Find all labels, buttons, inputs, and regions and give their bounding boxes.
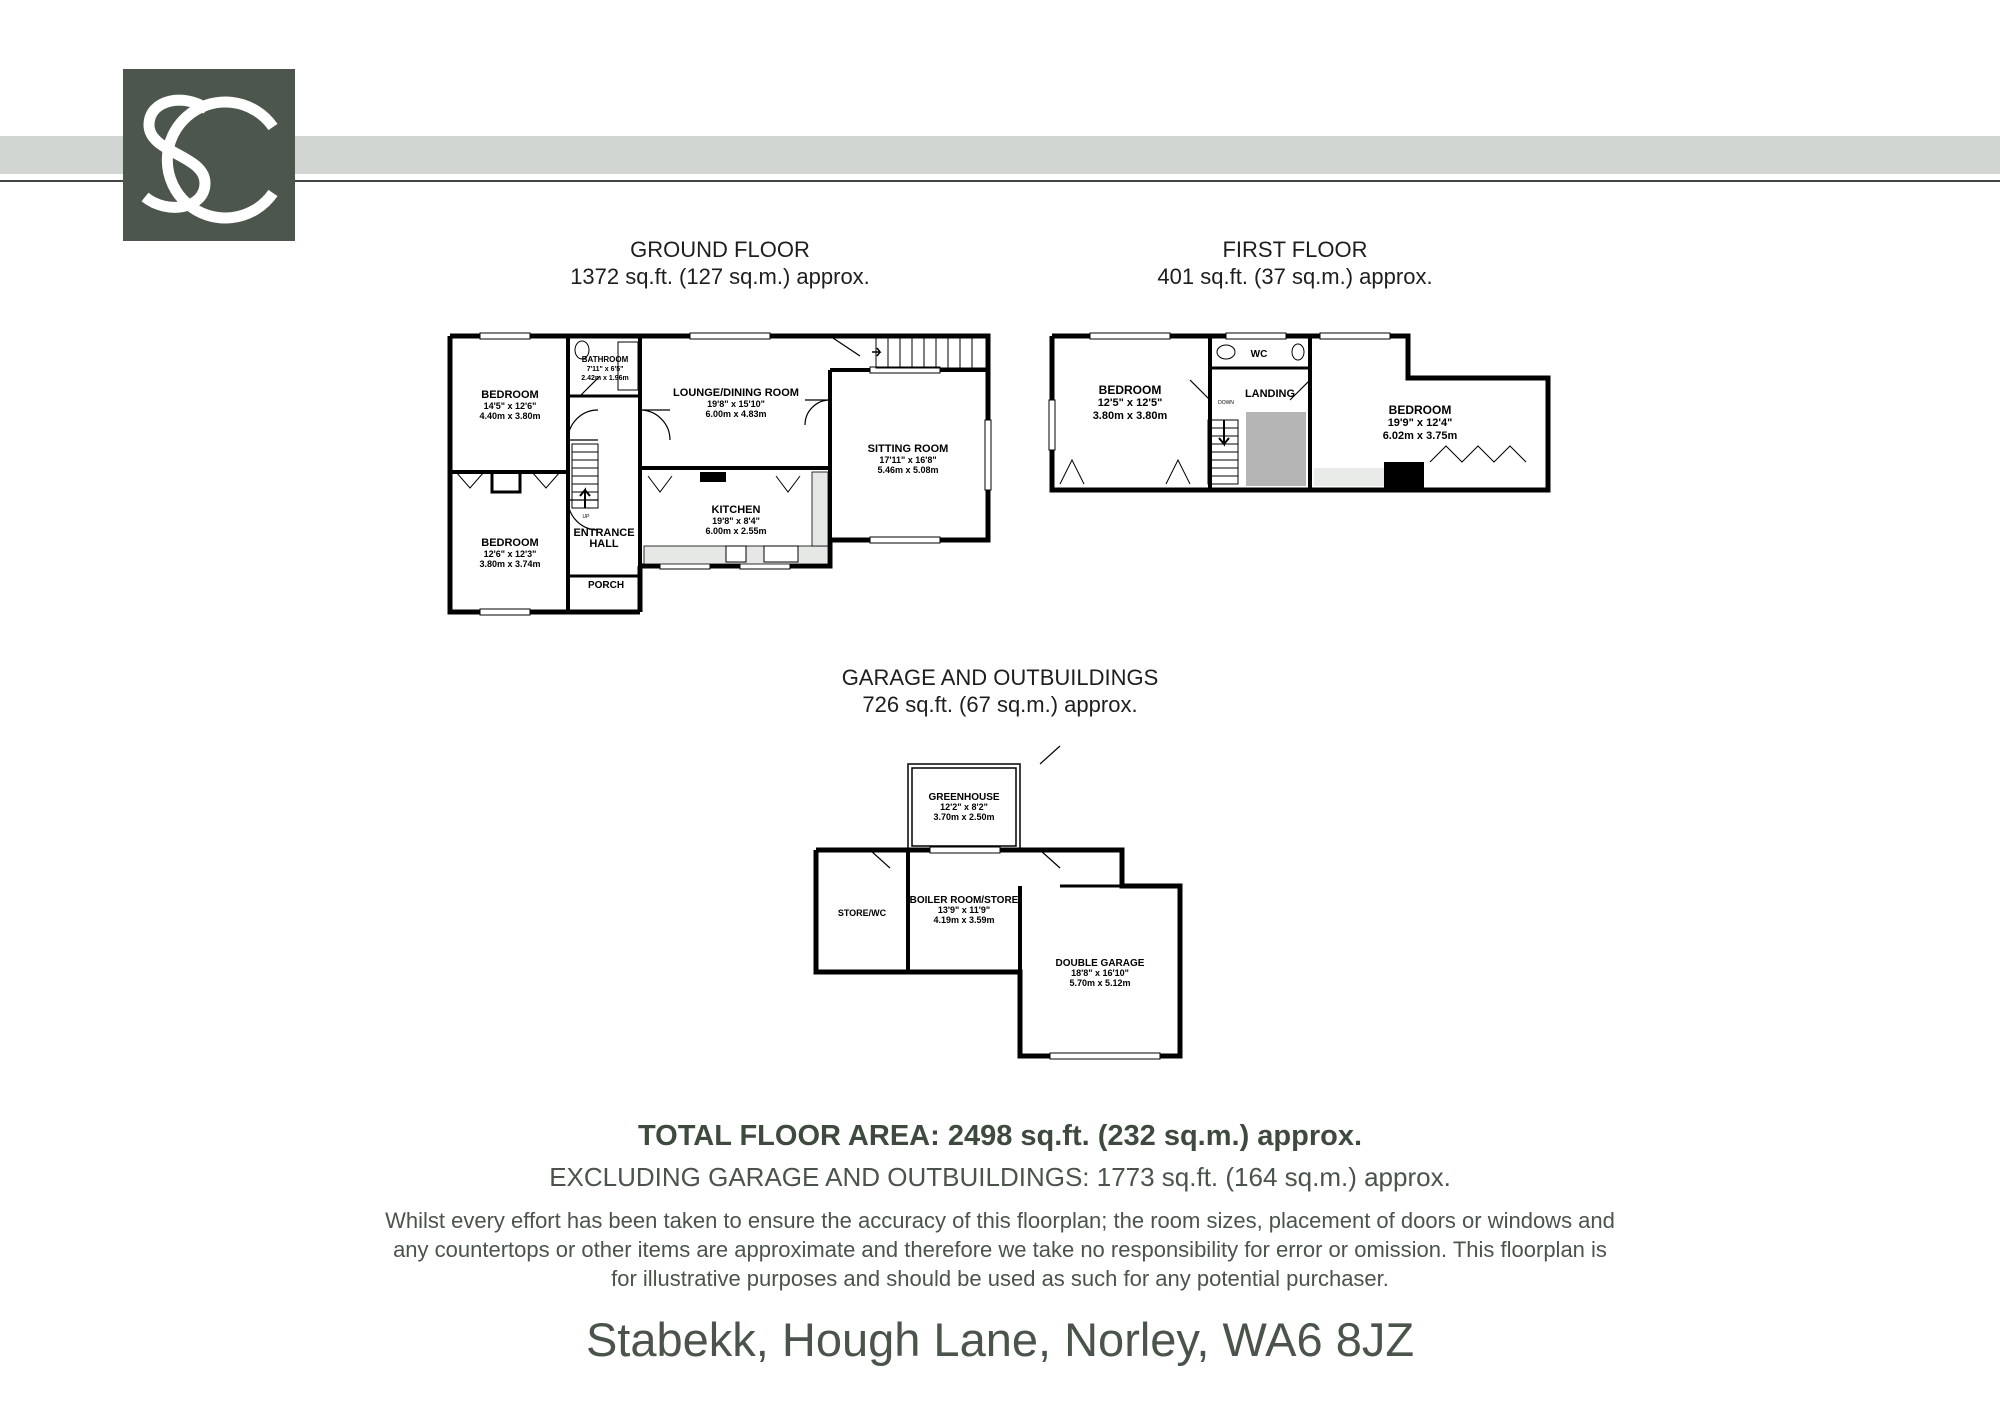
ground-floor-area: 1372 sq.ft. (127 sq.m.) approx.	[570, 264, 870, 289]
greenhouse-metric: 3.70m x 2.50m	[933, 812, 995, 822]
first-floor-area: 401 sq.ft. (37 sq.m.) approx.	[1157, 264, 1433, 289]
first-floor-title: FIRST FLOOR	[1222, 237, 1368, 262]
bathroom-metric: 2.42m x 1.96m	[581, 375, 629, 382]
ff-wc-name: WC	[1250, 349, 1268, 360]
gf-door-sitting	[805, 400, 830, 425]
ff-bedroom2-name: BEDROOM	[1388, 403, 1452, 417]
gf-up-label: UP	[582, 514, 590, 520]
kitchen-name: KITCHEN	[711, 504, 761, 516]
gf-window-sitting-bottom	[870, 537, 940, 543]
ff-bedroom1-metric: 3.80m x 3.80m	[1092, 410, 1168, 422]
gf-rear-steps	[876, 336, 988, 368]
gf-door-bedroom1	[568, 410, 598, 440]
gf-cupboard	[492, 472, 520, 492]
ff-down-label: DOWN	[1218, 400, 1234, 406]
property-address: Stabekk, Hough Lane, Norley, WA6 8JZ	[585, 1313, 1415, 1366]
kitchen-metric: 6.00m x 2.55m	[705, 526, 767, 536]
bathroom-imperial: 7'11" x 6'5"	[586, 366, 624, 373]
ff-eaves	[1314, 468, 1384, 486]
ff-wardrobe-doors2	[1430, 446, 1526, 462]
ff-chimney	[1384, 462, 1424, 488]
greenhouse-name: GREENHOUSE	[928, 792, 1000, 803]
lounge-name: LOUNGE/DINING ROOM	[673, 387, 799, 399]
gf-window-bedroom1	[480, 333, 530, 339]
ff-window-bedroom1	[1090, 333, 1170, 339]
excluding-area: EXCLUDING GARAGE AND OUTBUILDINGS: 1773 sq.ft. (164 sq.m.) approx.	[549, 1162, 1451, 1192]
entrance-name: ENTRANCE	[573, 527, 635, 539]
garage-metric: 5.70m x 5.12m	[1069, 978, 1131, 988]
bathroom-name: BATHROOM	[581, 355, 629, 364]
gf-rear-step-treads	[888, 336, 972, 368]
kitchen-worktop-side	[812, 472, 828, 546]
kitchen-chimney	[700, 472, 726, 482]
ff-window-bedroom2	[1320, 333, 1390, 339]
gf-wardrobe-doors	[456, 472, 560, 488]
sink-icon	[764, 546, 798, 562]
gf-bedroom2-metric: 3.80m x 3.74m	[479, 559, 541, 569]
gf-window-bedroom2	[480, 609, 530, 615]
gf-bedroom2-name: BEDROOM	[481, 537, 539, 549]
lounge-imperial: 19'8" x 15'10"	[707, 399, 765, 409]
greenhouse-base-window	[930, 847, 1000, 853]
ff-window-bedroom1-side	[1049, 400, 1055, 450]
ff-basin-icon	[1292, 344, 1304, 360]
ff-bedroom2-metric: 6.02m x 3.75m	[1382, 430, 1458, 442]
ff-window-wc	[1226, 333, 1286, 339]
ground-floor-title: GROUND FLOOR	[630, 237, 810, 262]
ff-bedroom1-name: BEDROOM	[1098, 383, 1162, 397]
porch-name: PORCH	[587, 580, 625, 591]
garage-area: 726 sq.ft. (67 sq.m.) approx.	[862, 692, 1138, 717]
gf-bedroom1-metric: 4.40m x 3.80m	[479, 411, 541, 421]
gf-door-lounge	[640, 410, 670, 440]
ff-landing-name: LANDING	[1244, 388, 1296, 400]
hob-icon	[726, 546, 746, 562]
ff-stair-void	[1246, 412, 1306, 486]
boiler-imperial: 13'9" x 11'9"	[937, 905, 991, 915]
store-wc-name: STORE/WC	[837, 908, 887, 918]
ff-down-arrow	[1219, 420, 1229, 444]
sitting-metric: 5.46m x 5.08m	[877, 465, 939, 475]
total-floor-area: TOTAL FLOOR AREA: 2498 sq.ft. (232 sq.m.) approx.	[637, 1120, 1363, 1152]
hall-name: HALL	[589, 538, 619, 550]
sitting-name: SITTING ROOM	[867, 443, 949, 455]
gf-window-lounge	[690, 333, 770, 339]
go-outer-wall	[816, 850, 1180, 1056]
garage-name: DOUBLE GARAGE	[1055, 958, 1145, 969]
gf-up-arrow	[580, 490, 590, 508]
disclaimer: Whilst every effort has been taken to ensure the accuracy of this floorplan; the room sizes, placement of doors or windows and any countertops or other items are approximate and therefore we take no responsibility for error or omission. This floorplan is for illustrative purposes and should be used as such for any potential purchaser.	[385, 1208, 1615, 1291]
garage-title: GARAGE AND OUTBUILDINGS	[841, 665, 1159, 690]
gf-door-rear	[830, 336, 860, 356]
gf-window-sitting-side	[985, 420, 991, 490]
gf-bedroom1-name: BEDROOM	[481, 389, 539, 401]
ff-toilet-icon	[1217, 345, 1235, 359]
greenhouse-imperial: 12'2" x 8'2"	[940, 802, 988, 812]
boiler-metric: 4.19m x 3.59m	[933, 915, 995, 925]
sitting-imperial: 17'11" x 16'8"	[879, 455, 937, 465]
garage-imperial: 18'8" x 16'10"	[1071, 968, 1129, 978]
gf-bedroom1-imperial: 14'5" x 12'6"	[483, 401, 537, 411]
lounge-metric: 6.00m x 4.83m	[705, 409, 767, 419]
boiler-name: BOILER ROOM/STORE	[909, 895, 1019, 906]
gf-bedroom2-imperial: 12'6" x 12'3"	[483, 549, 537, 559]
ff-bedroom1-imperial: 12'5" x 12'5"	[1097, 397, 1163, 409]
garage-door-opening	[1050, 1053, 1160, 1059]
ff-bedroom2-imperial: 19'9" x 12'4"	[1387, 417, 1453, 429]
kitchen-imperial: 19'8" x 8'4"	[712, 516, 760, 526]
ff-wardrobe-doors1	[1060, 460, 1190, 484]
